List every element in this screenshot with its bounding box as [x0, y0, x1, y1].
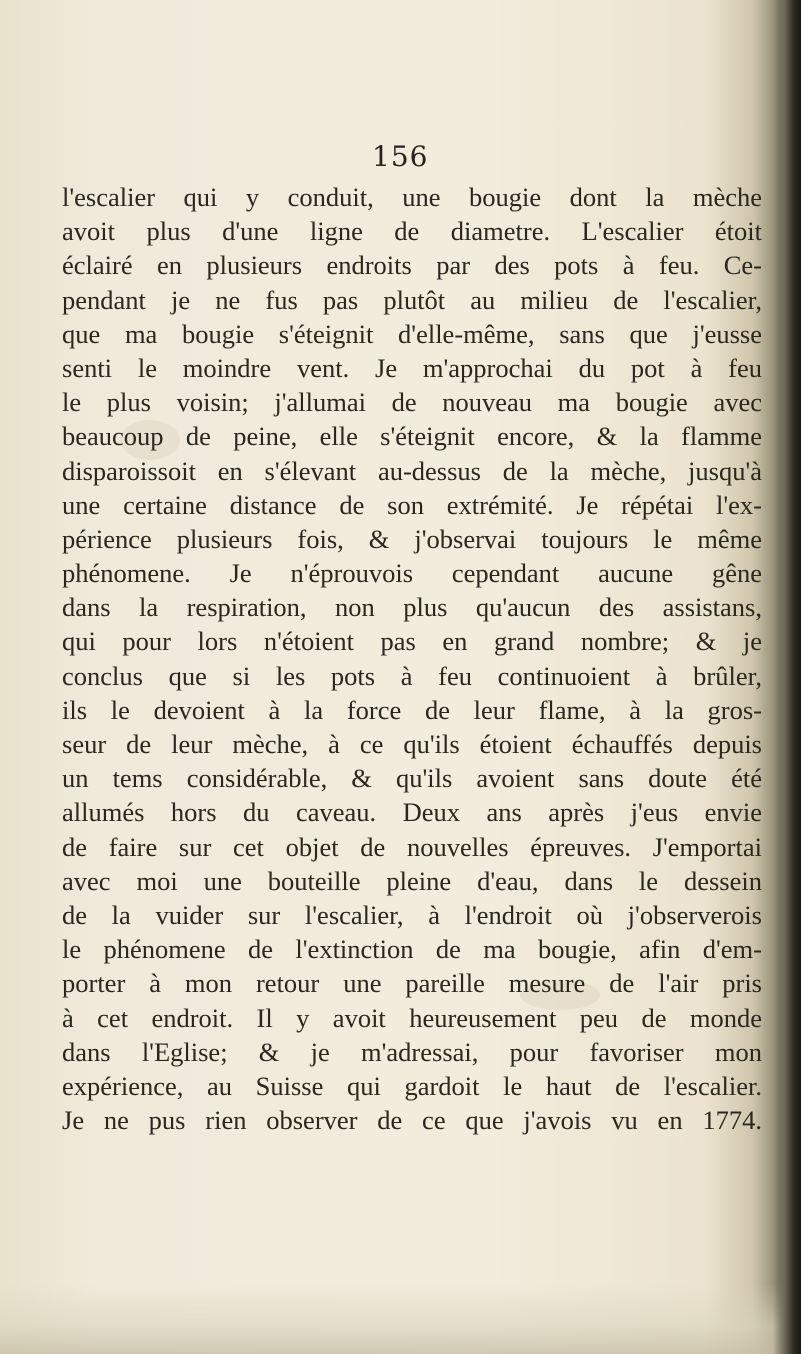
text-line: Je ne pus rien observer de ce que j'avois vu en 1774.: [62, 1105, 762, 1136]
text-line: dans l'Eglise; & je m'adressai, pour favoriser mon: [62, 1036, 762, 1067]
text-line: dans la respiration, non plus qu'aucun des assistans,: [62, 592, 762, 623]
text-line: de faire sur cet objet de nouvelles épreuves. J'emportai: [62, 831, 762, 862]
binding-shadow: [773, 0, 801, 1354]
text-line: porter à mon retour une pareille mesure de l'air pris: [62, 968, 762, 999]
text-line: beaucoup de peine, elle s'éteignit encore, & la flamme: [62, 421, 762, 452]
text-line: avoit plus d'une ligne de diametre. L'escalier étoit: [62, 216, 762, 247]
text-line: phénomene. Je n'éprouvois cependant aucune gêne: [62, 558, 762, 589]
page-number: 156: [372, 140, 429, 173]
body-text: [62, 180, 762, 1137]
text-line: ils le devoient à la force de leur flame, à la gros-: [62, 694, 762, 725]
text-line: le phénomene de l'extinction de ma bougie, afin d'em-: [62, 934, 762, 965]
text-line: le plus voisin; j'allumai de nouveau ma bougie avec: [62, 387, 762, 418]
text-line: expérience, au Suisse qui gardoit le haut de l'escalier.: [62, 1070, 762, 1101]
text-line: seur de leur mèche, à ce qu'ils étoient échauffés depuis: [62, 729, 762, 759]
text-line: un tems considérable, & qu'ils avoient sans doute été: [62, 763, 762, 794]
text-line: une certaine distance de son extrémité. Je répétai l'ex-: [62, 489, 762, 520]
text-line: avec moi une bouteille pleine d'eau, dans le dessein: [62, 865, 762, 896]
page-bottom-shadow: [0, 1284, 801, 1354]
text-line: périence plusieurs fois, & j'observai toujours le même: [62, 523, 762, 554]
text-line: que ma bougie s'éteignit d'elle-même, sans que j'eusse: [62, 318, 762, 349]
text-line: senti le moindre vent. Je m'approchai du pot à feu: [62, 352, 762, 383]
text-line: l'escalier qui y conduit, une bougie dont la mèche: [62, 182, 762, 212]
text-line: qui pour lors n'étoient pas en grand nombre; & je: [62, 626, 762, 657]
text-line: allumés hors du caveau. Deux ans après j'eus envie: [62, 797, 762, 828]
text-line: conclus que si les pots à feu continuoient à brûler,: [62, 660, 762, 691]
text-line: de la vuider sur l'escalier, à l'endroit où j'observerois: [62, 899, 762, 930]
text-line: à cet endroit. Il y avoit heureusement peu de monde: [62, 1002, 762, 1033]
text-line: disparoissoit en s'élevant au-dessus de la mèche, jusqu'à: [62, 455, 762, 486]
text-line: éclairé en plusieurs endroits par des pots à feu. Ce-: [62, 250, 762, 281]
text-line: pendant je ne fus pas plutôt au milieu de l'escalier,: [62, 284, 762, 315]
